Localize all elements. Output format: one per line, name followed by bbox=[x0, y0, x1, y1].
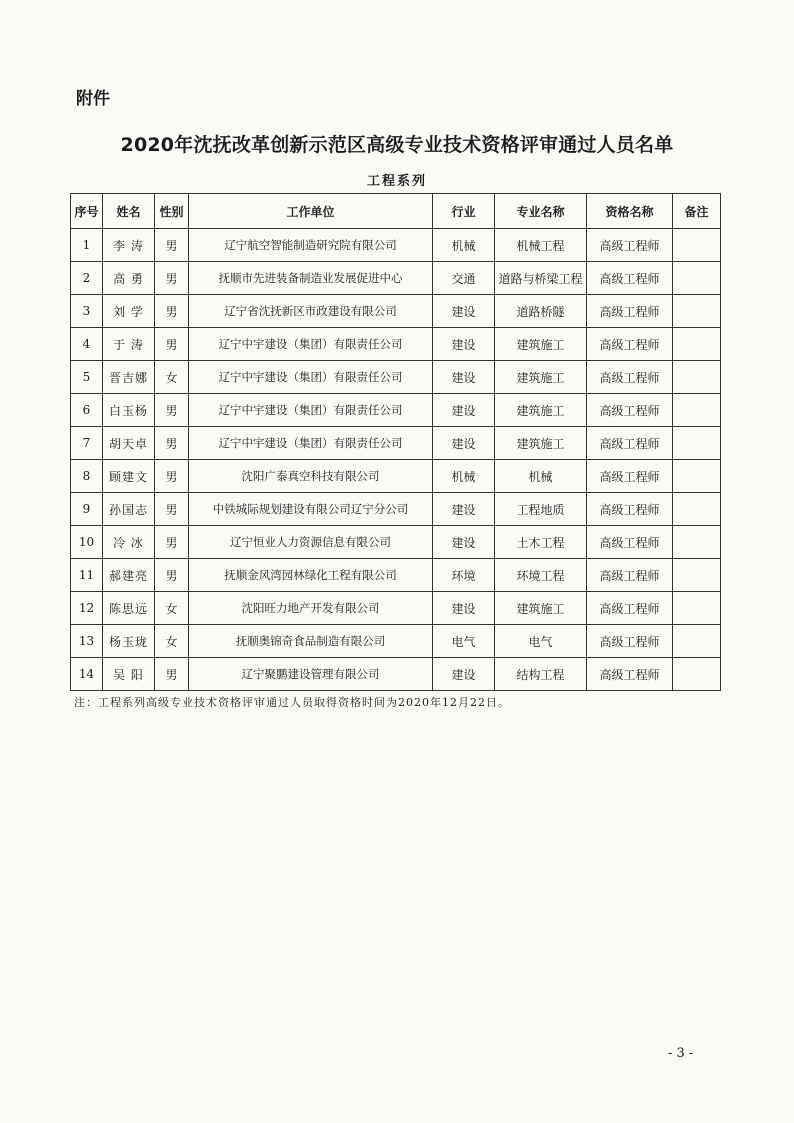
cell-unit: 辽宁省沈抚新区市政建设有限公司 bbox=[189, 295, 433, 328]
cell-qualification: 高级工程师 bbox=[587, 658, 673, 691]
cell-major: 机械 bbox=[495, 460, 587, 493]
cell-no: 5 bbox=[71, 361, 103, 394]
cell-no: 2 bbox=[71, 262, 103, 295]
cell-no: 14 bbox=[71, 658, 103, 691]
cell-qualification: 高级工程师 bbox=[587, 262, 673, 295]
cell-qualification: 高级工程师 bbox=[587, 394, 673, 427]
roster-table bbox=[70, 193, 721, 691]
col-header-name: 姓名 bbox=[103, 194, 155, 229]
table-row bbox=[71, 559, 721, 592]
cell-qualification: 高级工程师 bbox=[587, 361, 673, 394]
cell-no: 11 bbox=[71, 559, 103, 592]
cell-no: 12 bbox=[71, 592, 103, 625]
cell-industry: 建设 bbox=[433, 361, 495, 394]
cell-no: 9 bbox=[71, 493, 103, 526]
cell-name: 晋吉娜 bbox=[103, 361, 155, 394]
cell-major: 土木工程 bbox=[495, 526, 587, 559]
cell-gender: 女 bbox=[155, 592, 189, 625]
cell-qualification: 高级工程师 bbox=[587, 295, 673, 328]
cell-remark bbox=[673, 361, 721, 394]
col-header-major: 专业名称 bbox=[495, 194, 587, 229]
cell-industry: 建设 bbox=[433, 658, 495, 691]
cell-unit: 抚顺市先进装备制造业发展促进中心 bbox=[189, 262, 433, 295]
cell-no: 13 bbox=[71, 625, 103, 658]
cell-unit: 辽宁航空智能制造研究院有限公司 bbox=[189, 229, 433, 262]
table-row bbox=[71, 229, 721, 262]
cell-name: 高 勇 bbox=[103, 262, 155, 295]
table-row bbox=[71, 625, 721, 658]
cell-remark bbox=[673, 262, 721, 295]
cell-gender: 男 bbox=[155, 658, 189, 691]
cell-remark bbox=[673, 460, 721, 493]
col-header-no: 序号 bbox=[71, 194, 103, 229]
cell-name: 郝建亮 bbox=[103, 559, 155, 592]
cell-remark bbox=[673, 229, 721, 262]
table-row bbox=[71, 361, 721, 394]
cell-gender: 女 bbox=[155, 625, 189, 658]
footnote: 注：工程系列高级专业技术资格评审通过人员取得资格时间为2020年12月22日。 bbox=[74, 696, 510, 709]
cell-unit: 抚顺奥锦奇食品制造有限公司 bbox=[189, 625, 433, 658]
cell-major: 环境工程 bbox=[495, 559, 587, 592]
roster-body bbox=[71, 229, 721, 691]
cell-name: 李 涛 bbox=[103, 229, 155, 262]
cell-major: 电气 bbox=[495, 625, 587, 658]
cell-gender: 男 bbox=[155, 295, 189, 328]
cell-qualification: 高级工程师 bbox=[587, 559, 673, 592]
cell-major: 工程地质 bbox=[495, 493, 587, 526]
cell-remark bbox=[673, 559, 721, 592]
table-row bbox=[71, 592, 721, 625]
cell-major: 道路与桥梁工程 bbox=[495, 262, 587, 295]
cell-name: 顾建文 bbox=[103, 460, 155, 493]
document-title: 2020年沈抚改革创新示范区高级专业技术资格评审通过人员名单 bbox=[120, 134, 674, 156]
cell-major: 机械工程 bbox=[495, 229, 587, 262]
cell-industry: 环境 bbox=[433, 559, 495, 592]
table-row bbox=[71, 394, 721, 427]
cell-industry: 交通 bbox=[433, 262, 495, 295]
cell-gender: 男 bbox=[155, 526, 189, 559]
cell-industry: 建设 bbox=[433, 493, 495, 526]
cell-name: 孙国志 bbox=[103, 493, 155, 526]
cell-no: 10 bbox=[71, 526, 103, 559]
cell-remark bbox=[673, 328, 721, 361]
cell-unit: 辽宁中宇建设（集团）有限责任公司 bbox=[189, 361, 433, 394]
cell-remark bbox=[673, 295, 721, 328]
cell-major: 道路桥隧 bbox=[495, 295, 587, 328]
cell-industry: 建设 bbox=[433, 592, 495, 625]
table-row bbox=[71, 526, 721, 559]
cell-unit: 抚顺金风湾园林绿化工程有限公司 bbox=[189, 559, 433, 592]
col-header-unit: 工作单位 bbox=[189, 194, 433, 229]
col-header-qualification: 资格名称 bbox=[587, 194, 673, 229]
cell-remark bbox=[673, 526, 721, 559]
cell-no: 8 bbox=[71, 460, 103, 493]
cell-qualification: 高级工程师 bbox=[587, 427, 673, 460]
cell-qualification: 高级工程师 bbox=[587, 229, 673, 262]
cell-industry: 建设 bbox=[433, 394, 495, 427]
cell-unit: 辽宁中宇建设（集团）有限责任公司 bbox=[189, 427, 433, 460]
table-row bbox=[71, 295, 721, 328]
cell-remark bbox=[673, 658, 721, 691]
cell-qualification: 高级工程师 bbox=[587, 526, 673, 559]
cell-unit: 中铁城际规划建设有限公司辽宁分公司 bbox=[189, 493, 433, 526]
cell-gender: 男 bbox=[155, 394, 189, 427]
col-header-gender: 性别 bbox=[155, 194, 189, 229]
cell-name: 冷 冰 bbox=[103, 526, 155, 559]
cell-gender: 男 bbox=[155, 493, 189, 526]
cell-industry: 机械 bbox=[433, 460, 495, 493]
cell-remark bbox=[673, 592, 721, 625]
table-header-row bbox=[71, 194, 721, 229]
cell-gender: 女 bbox=[155, 361, 189, 394]
cell-no: 6 bbox=[71, 394, 103, 427]
cell-gender: 男 bbox=[155, 427, 189, 460]
cell-industry: 建设 bbox=[433, 526, 495, 559]
cell-unit: 沈阳旺力地产开发有限公司 bbox=[189, 592, 433, 625]
cell-no: 7 bbox=[71, 427, 103, 460]
cell-industry: 机械 bbox=[433, 229, 495, 262]
cell-remark bbox=[673, 394, 721, 427]
cell-name: 于 涛 bbox=[103, 328, 155, 361]
cell-gender: 男 bbox=[155, 559, 189, 592]
cell-major: 建筑施工 bbox=[495, 328, 587, 361]
cell-name: 刘 学 bbox=[103, 295, 155, 328]
cell-qualification: 高级工程师 bbox=[587, 493, 673, 526]
cell-no: 3 bbox=[71, 295, 103, 328]
table-row bbox=[71, 328, 721, 361]
cell-major: 建筑施工 bbox=[495, 394, 587, 427]
cell-major: 建筑施工 bbox=[495, 592, 587, 625]
cell-unit: 沈阳广泰真空科技有限公司 bbox=[189, 460, 433, 493]
cell-major: 建筑施工 bbox=[495, 361, 587, 394]
cell-qualification: 高级工程师 bbox=[587, 625, 673, 658]
cell-name: 陈思远 bbox=[103, 592, 155, 625]
cell-qualification: 高级工程师 bbox=[587, 328, 673, 361]
cell-gender: 男 bbox=[155, 328, 189, 361]
cell-unit: 辽宁中宇建设（集团）有限责任公司 bbox=[189, 328, 433, 361]
table-row bbox=[71, 658, 721, 691]
table-row bbox=[71, 460, 721, 493]
cell-industry: 建设 bbox=[433, 295, 495, 328]
cell-qualification: 高级工程师 bbox=[587, 592, 673, 625]
cell-gender: 男 bbox=[155, 229, 189, 262]
cell-remark bbox=[673, 493, 721, 526]
cell-unit: 辽宁恒业人力资源信息有限公司 bbox=[189, 526, 433, 559]
cell-industry: 电气 bbox=[433, 625, 495, 658]
cell-qualification: 高级工程师 bbox=[587, 460, 673, 493]
table-row bbox=[71, 427, 721, 460]
table-row bbox=[71, 493, 721, 526]
cell-major: 建筑施工 bbox=[495, 427, 587, 460]
cell-industry: 建设 bbox=[433, 427, 495, 460]
table-row bbox=[71, 262, 721, 295]
cell-name: 胡天卓 bbox=[103, 427, 155, 460]
cell-gender: 男 bbox=[155, 262, 189, 295]
page-number: - 3 - bbox=[668, 1046, 694, 1061]
cell-name: 杨玉珑 bbox=[103, 625, 155, 658]
attachment-label: 附件 bbox=[76, 89, 110, 109]
cell-no: 1 bbox=[71, 229, 103, 262]
col-header-industry: 行业 bbox=[433, 194, 495, 229]
cell-name: 吴 阳 bbox=[103, 658, 155, 691]
cell-name: 白玉杨 bbox=[103, 394, 155, 427]
cell-major: 结构工程 bbox=[495, 658, 587, 691]
cell-remark bbox=[673, 625, 721, 658]
cell-gender: 男 bbox=[155, 460, 189, 493]
cell-no: 4 bbox=[71, 328, 103, 361]
cell-unit: 辽宁中宇建设（集团）有限责任公司 bbox=[189, 394, 433, 427]
cell-unit: 辽宁聚鹏建设管理有限公司 bbox=[189, 658, 433, 691]
cell-remark bbox=[673, 427, 721, 460]
col-header-remark: 备注 bbox=[673, 194, 721, 229]
cell-industry: 建设 bbox=[433, 328, 495, 361]
document-subtitle: 工程系列 bbox=[366, 174, 427, 189]
